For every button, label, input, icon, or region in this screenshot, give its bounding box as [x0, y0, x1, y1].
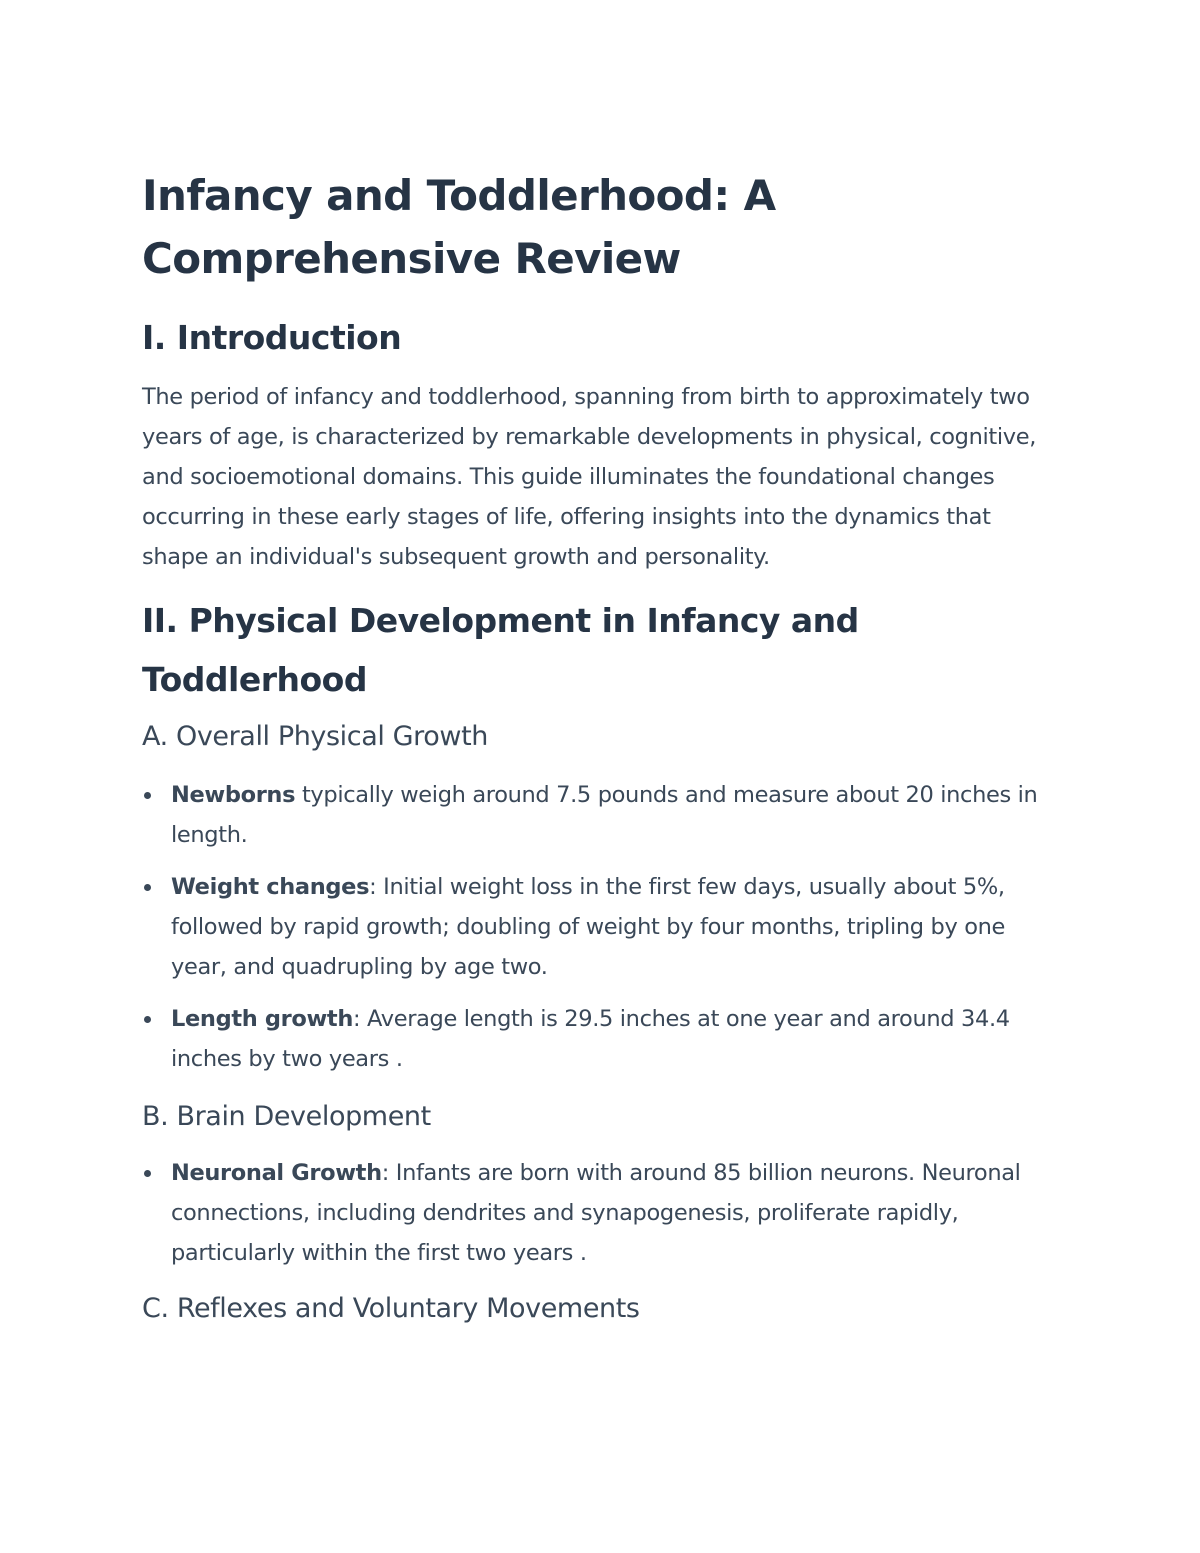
subsection-heading-overall-growth: A. Overall Physical Growth: [142, 721, 488, 752]
list-item-term: Length growth: [171, 1006, 353, 1032]
list-item-term: Weight changes: [171, 874, 370, 900]
bullet-dot-icon: [144, 884, 151, 891]
list-item: [142, 775, 1062, 855]
list-item: [142, 867, 1062, 987]
list-item-term: Neuronal Growth: [171, 1160, 382, 1186]
introduction-paragraph: The period of infancy and toddlerhood, spanning from birth to approximately two years of age, is characterized by remarkable developments in physical, cognitive, and socioemotional domains. This guide illuminates the foundational changes occurring in these early stages of life, offering insights into the dynamics that shape an individual's subsequent growth and personality.: [142, 384, 1037, 570]
subsection-heading-reflexes: C. Reflexes and Voluntary Movements: [142, 1293, 640, 1324]
subsection-heading-brain-development: B. Brain Development: [142, 1101, 431, 1132]
list-item-term: Newborns: [171, 782, 296, 808]
section-heading-introduction: I. Introduction: [142, 318, 402, 357]
list-item-text: : Initial weight loss in the first few days, usually about 5%, followed by rapid growth; doubling of weight by four months, tripling by one year, and quadrupling by age two.: [171, 874, 1006, 980]
document-page: [142, 164, 1062, 1329]
bullet-dot-icon: [144, 1170, 151, 1177]
brain-development-list: [142, 1153, 1062, 1273]
list-item-text: : Average length is 29.5 inches at one year and around 34.4 inches by two years .: [171, 1006, 1010, 1072]
list-item: [142, 1153, 1062, 1273]
list-item-text: typically weigh around 7.5 pounds and measure about 20 inches in length.: [171, 782, 1038, 848]
overall-growth-list: [142, 775, 1062, 1079]
list-item: [142, 999, 1062, 1079]
document-title: Infancy and Toddlerhood: A Comprehensive Review: [142, 171, 776, 283]
section-heading-physical-development: II. Physical Development in Infancy and Toddlerhood: [142, 601, 859, 699]
bullet-dot-icon: [144, 1016, 151, 1023]
bullet-dot-icon: [144, 792, 151, 799]
list-item-text: : Infants are born with around 85 billion neurons. Neuronal connections, including dendrites and synapogenesis, proliferate rapidly, particularly within the first two years .: [171, 1160, 1021, 1266]
